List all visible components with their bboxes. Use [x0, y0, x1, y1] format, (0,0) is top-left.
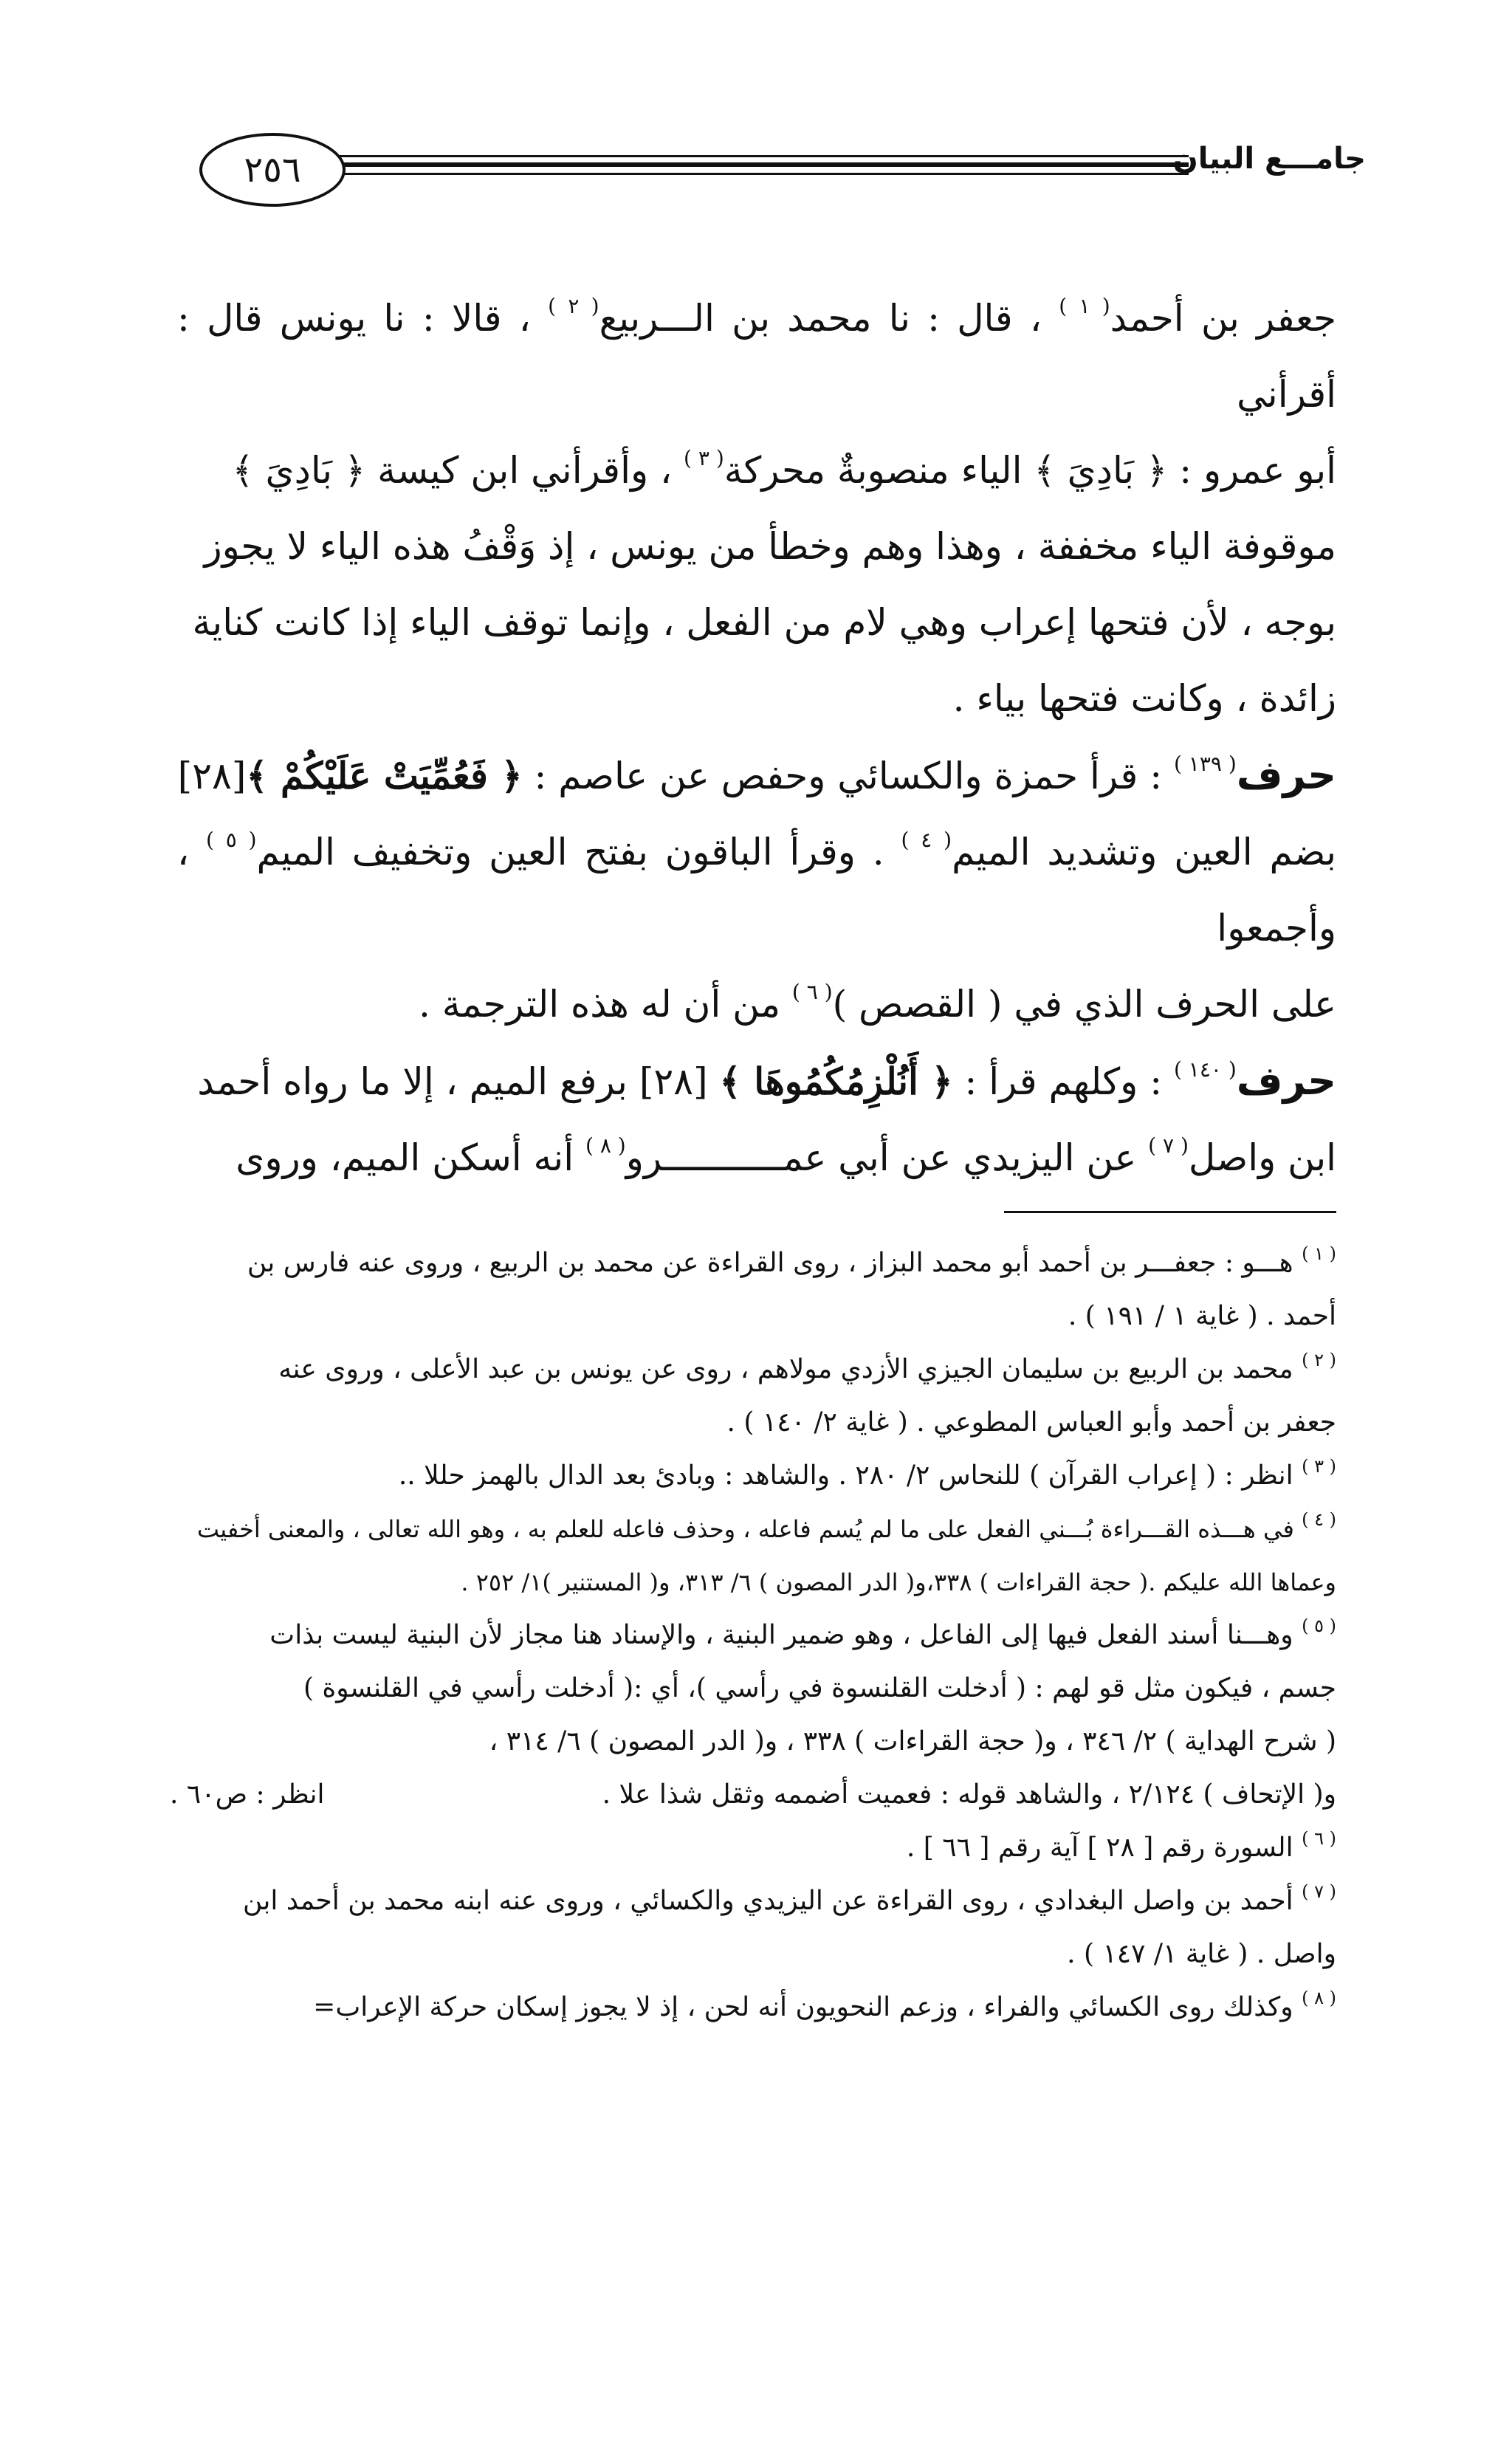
footnote-7 [170, 1875, 1336, 1928]
text-span: جعفر بن أحمد [1110, 297, 1336, 340]
quran-verse: ﴿ فَعُمِّيَتْ عَلَيْكُمْ ﴾ [246, 754, 523, 797]
footnote-5 [170, 1609, 1336, 1662]
text-span: من أن له هذه الترجمة . [418, 983, 792, 1026]
text-span: . وقرأ الباقون بفتح العين وتخفيف الميم [256, 831, 901, 873]
footnote-text: أحمد . ( غاية ١ / ١٩١ ) . [1068, 1301, 1336, 1331]
footnote-cross-ref: انظر : ص٦٠ . [170, 1779, 325, 1810]
text-line [177, 433, 1336, 509]
footnote-text: السورة رقم [ ٢٨ ] آية رقم [ ٦٦ ] . [906, 1833, 1302, 1863]
footnote-text: جسم ، فيكون مثل قو لهم : ( أدخلت القلنسوة في رأسي )، أي :( أدخلت رأسي في القلنسوة ) [303, 1673, 1336, 1703]
harf-140 [177, 1043, 1336, 1120]
footnote-text: وعماها الله عليكم .( حجة القراءات ) ٣٣٨،و( الدر المصون ) ٦/ ٣١٣، و( المستنير )١/ ٢٥٢ . [461, 1568, 1336, 1596]
harf-number: ( ١٣٩ ) [1173, 752, 1237, 776]
footnote-text: وهـــنا أسند الفعل فيها إلى الفاعل ، وهو ضمير البنية ، والإسناد هنا مجاز لأن البنية ليست بذات [269, 1620, 1302, 1650]
footnote-2-cont [170, 1396, 1336, 1449]
harf-label: حرف [1236, 1057, 1336, 1104]
harf-label: حرف [1236, 752, 1336, 798]
footnote-mark: ( ٤ ) [1302, 1509, 1336, 1530]
footnote-ref[interactable]: ( ٥ ) [205, 828, 257, 852]
text-span: بوجه ، لأن فتحها إعراب وهي لام من الفعل ، وإنما توقف الياء إذا كانت كناية [192, 601, 1336, 644]
text-line [177, 509, 1336, 585]
text-span: ، وأقرأني ابن كيسة ﴿ بَادِيَ ﴾ [232, 449, 684, 492]
header-rule [236, 162, 1189, 167]
text-span: أبو عمرو : ﴿ بَادِيَ ﴾ الياء منصوبةٌ محركة [724, 449, 1336, 492]
header-rule [236, 155, 1189, 157]
footnote-text: ( شرح الهداية ) ٢/ ٣٤٦ ، و( حجة القراءات ) ٣٣٨ ، و( الدر المصون ) ٦/ ٣١٤ ، [489, 1726, 1336, 1757]
text-span: : قرأ حمزة والكسائي وحفص عن عاصم : [522, 755, 1174, 797]
footnote-ref[interactable]: ( ٦ ) [791, 980, 833, 1004]
text-span: زائدة ، وكانت فتحها بياء . [952, 677, 1336, 720]
footnote-ref[interactable]: ( ١ ) [1059, 294, 1110, 318]
footnote-ref[interactable]: ( ٣ ) [684, 446, 724, 470]
text-span: موقوفة الياء مخففة ، وهذا وهم وخطأ من يونس ، إذ وَقْفُ هذه الياء لا يجوز [204, 525, 1336, 568]
main-text [177, 281, 1336, 1196]
text-line [177, 585, 1336, 661]
book-title: جامـــع البيان [1172, 142, 1366, 176]
footnote-mark: ( ٥ ) [1302, 1616, 1336, 1636]
footnotes [170, 1237, 1336, 2034]
text-span: ابن واصل [1188, 1136, 1336, 1179]
footnote-ref[interactable]: ( ٧ ) [1148, 1133, 1189, 1158]
footnote-7-cont [170, 1928, 1336, 1981]
harf-139 [177, 737, 1336, 814]
footnote-2 [170, 1343, 1336, 1396]
footnote-6 [170, 1821, 1336, 1875]
text-line [177, 814, 1336, 966]
footnote-text: جعفر بن أحمد وأبو العباس المطوعي . ( غاية ٢/ ١٤٠ ) . [726, 1407, 1336, 1438]
footnote-5-cont [170, 1662, 1336, 1715]
text-span: ، وأجمعوا [177, 831, 1336, 950]
text-span: بضم العين وتشديد الميم [952, 831, 1336, 873]
page-header [155, 126, 1366, 214]
footnote-ref[interactable]: ( ٤ ) [901, 828, 952, 852]
footnote-4 [170, 1503, 1336, 1556]
text-span: أنه أسكن الميم، وروى [236, 1136, 586, 1179]
footnote-text: وكذلك روى الكسائي والفراء ، وزعم النحويون أنه لحن ، إذ لا يجوز إسكان حركة الإعراب= [313, 1992, 1302, 2022]
verse-ref: [٢٨] [639, 1060, 708, 1103]
header-rule [236, 173, 1189, 175]
footnote-mark: ( ٦ ) [1302, 1828, 1336, 1849]
text-span: ، قالا : نا يونس قال : أقرأني [177, 297, 1336, 416]
text-span: ، قال : نا محمد بن الـــربيع [599, 297, 1059, 340]
footnote-1 [170, 1237, 1336, 1290]
footnote-text: أحمد بن واصل البغدادي ، روى القراءة عن اليزيدي والكسائي ، وروى عنه ابنه محمد بن أحمد ابن [242, 1886, 1302, 1916]
footnote-8 [170, 1981, 1336, 2034]
footnote-text: هـــو : جعفـــر بن أحمد أبو محمد البزاز ، روى القراءة عن محمد بن الربيع ، وروى عنه فارس بن [247, 1248, 1302, 1278]
harf-number: ( ١٤٠ ) [1173, 1057, 1237, 1082]
footnote-ref[interactable]: ( ٨ ) [585, 1133, 626, 1158]
footnote-1-cont [170, 1290, 1336, 1343]
text-line [177, 1120, 1336, 1196]
footnote-mark: ( ٧ ) [1302, 1881, 1336, 1902]
footnote-text: و( الإتحاف ) ٢/١٢٤ ، والشاهد قوله : فعميت أضممه وثقل شذا علا . [602, 1779, 1336, 1810]
text-span: على الحرف الذي في ( القصص ) [832, 983, 1336, 1026]
footnote-mark: ( ١ ) [1302, 1243, 1336, 1264]
text-span: برفع الميم ، إلا ما رواه أحمد [197, 1060, 639, 1103]
footnote-3 [170, 1449, 1336, 1503]
text-line [177, 966, 1336, 1043]
footnote-text: واصل . ( غاية ١/ ١٤٧ ) . [1067, 1939, 1336, 1969]
footnote-text: انظر : ( إعراب القرآن ) للنحاس ٢/ ٢٨٠ . والشاهد : وبادئ بعد الدال بالهمز حللا .. [398, 1460, 1302, 1491]
footnote-separator [1004, 1211, 1336, 1213]
text-span: : وكلهم قرأ : [952, 1060, 1174, 1103]
footnote-mark: ( ٨ ) [1302, 1988, 1336, 2008]
footnote-5-cont [170, 1768, 1336, 1821]
footnote-text: محمد بن الربيع بن سليمان الجيزي الأزدي مولاهم ، روى عن يونس بن عبد الأعلى ، وروى عنه [278, 1354, 1302, 1384]
footnote-text: في هـــذه القـــراءة بُـــني الفعل على ما لم يُسم فاعله ، وحذف فاعله للعلم به ، وهو الله تعالى ، والمعنى أخفيت [196, 1515, 1302, 1543]
text-line [177, 661, 1336, 737]
footnote-5-cont [170, 1715, 1336, 1768]
footnote-ref[interactable]: ( ٢ ) [548, 294, 599, 318]
footnote-mark: ( ٣ ) [1302, 1456, 1336, 1477]
page-number: ٢٥٦ [199, 133, 346, 207]
verse-ref: [٢٨] [177, 755, 247, 797]
text-line [177, 281, 1336, 433]
quran-verse: ﴿ أَنُلْزِمُكُمُوهَا ﴾ [719, 1060, 953, 1103]
text-span: عن اليزيدي عن أبي عمـــــــــــرو [625, 1136, 1149, 1179]
footnote-4-cont [170, 1556, 1336, 1609]
footnote-mark: ( ٢ ) [1302, 1350, 1336, 1370]
